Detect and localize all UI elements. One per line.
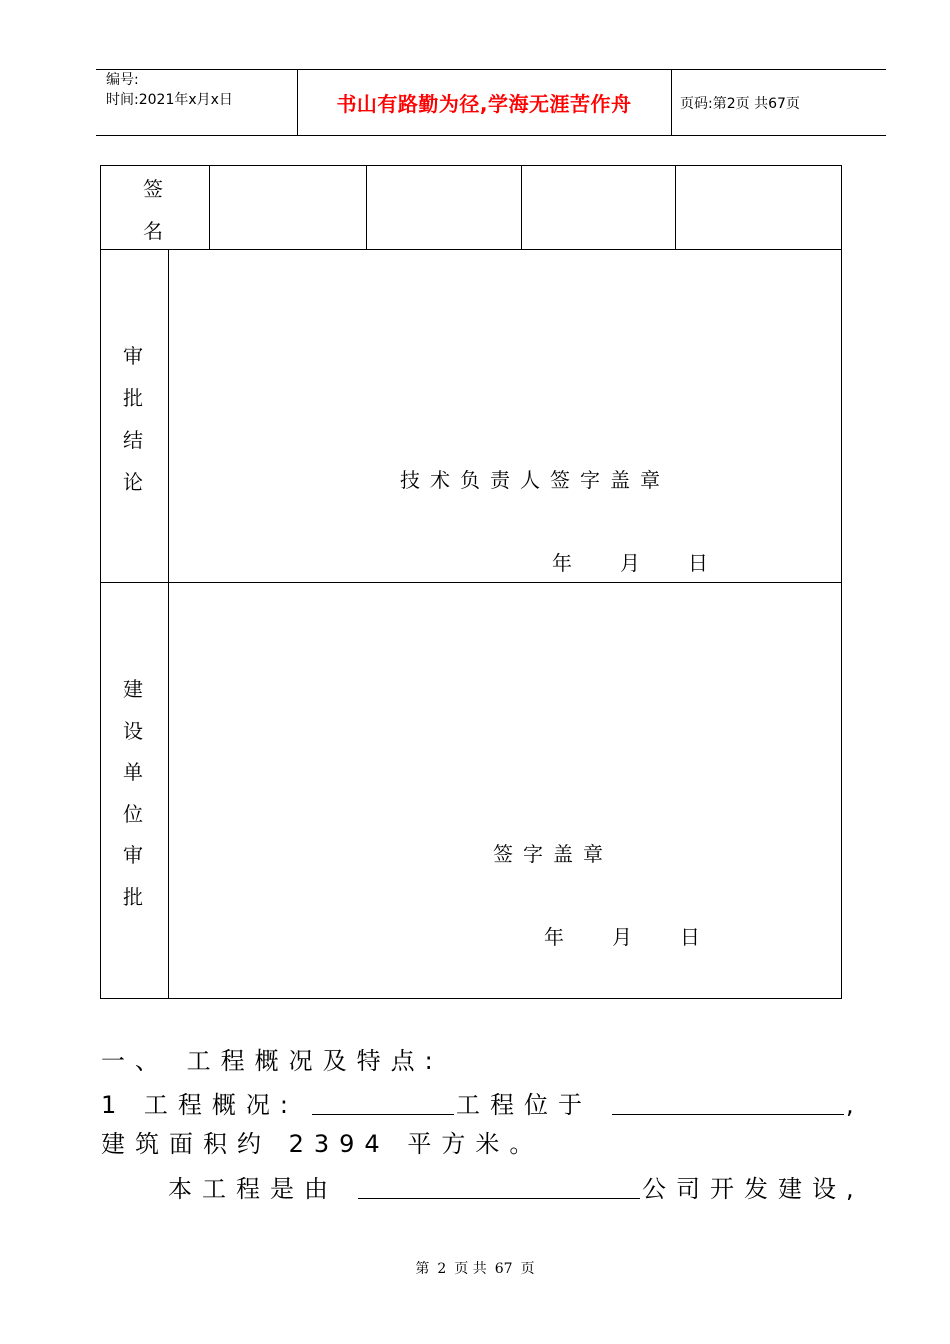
- developer-prefix: 本工程是由: [168, 1175, 338, 1203]
- section-heading: 一、 工程概况及特点:: [101, 1047, 443, 1075]
- builder-label-char: 建: [123, 677, 143, 701]
- builder-signature-text: 签字盖章: [493, 842, 613, 866]
- date-day-label: 日: [688, 551, 708, 575]
- builder-label-char: 设: [123, 719, 143, 743]
- signature-field[interactable]: [676, 166, 841, 249]
- project-overview-label: 1 工程概况:: [101, 1091, 298, 1119]
- approval-label-char: 批: [123, 386, 143, 410]
- project-location-label: 工程位于: [456, 1091, 592, 1119]
- footer-page-number: 2: [437, 1261, 447, 1277]
- project-name-blank[interactable]: [312, 1114, 454, 1115]
- builder-approval-field[interactable]: [169, 583, 841, 998]
- approval-label-char: 结: [123, 428, 143, 452]
- footer-prefix: 第: [415, 1261, 430, 1277]
- approval-label-char: 审: [123, 344, 143, 368]
- header-motto: 书山有路勤为径,学海无涯苦作舟: [336, 92, 632, 116]
- footer-suffix: 页: [520, 1261, 535, 1277]
- date-year-label: 年: [544, 925, 564, 949]
- signature-field[interactable]: [210, 166, 366, 249]
- builder-label-char: 批: [123, 885, 143, 909]
- builder-label-char: 单: [123, 760, 143, 784]
- approval-conclusion-field[interactable]: [169, 250, 841, 582]
- signature-label-char: 签: [143, 177, 163, 201]
- signature-label-char: 名: [143, 219, 163, 243]
- signature-field[interactable]: [367, 166, 521, 249]
- header-bottom-rule: [96, 135, 886, 136]
- footer-total-pages: 67: [494, 1261, 513, 1277]
- document-time: 时间:2021年x月x日: [106, 92, 233, 108]
- date-month-label: 月: [612, 925, 632, 949]
- comma: ,: [846, 1091, 854, 1119]
- project-location-blank[interactable]: [612, 1114, 844, 1115]
- date-year-label: 年: [552, 551, 572, 575]
- technical-lead-signature-text: 技术负责人签字盖章: [400, 468, 670, 492]
- builder-label-char: 位: [123, 802, 143, 826]
- header-page-info: 页码:第2页 共67页: [680, 96, 800, 112]
- date-month-label: 月: [620, 551, 640, 575]
- date-day-label: 日: [680, 925, 700, 949]
- builder-label-char: 审: [123, 843, 143, 867]
- building-area-text: 建筑面积约 2394 平方米。: [101, 1130, 544, 1158]
- signature-field[interactable]: [522, 166, 675, 249]
- developer-company-blank[interactable]: [358, 1198, 640, 1199]
- footer-middle: 页 共: [454, 1261, 487, 1277]
- document-number-label: 编号:: [106, 72, 139, 88]
- approval-label-char: 论: [123, 470, 143, 494]
- header-top-rule: [96, 69, 886, 70]
- page-footer: [0, 1258, 950, 1278]
- developer-suffix: 公司开发建设,: [642, 1175, 864, 1203]
- header-divider: [671, 69, 672, 136]
